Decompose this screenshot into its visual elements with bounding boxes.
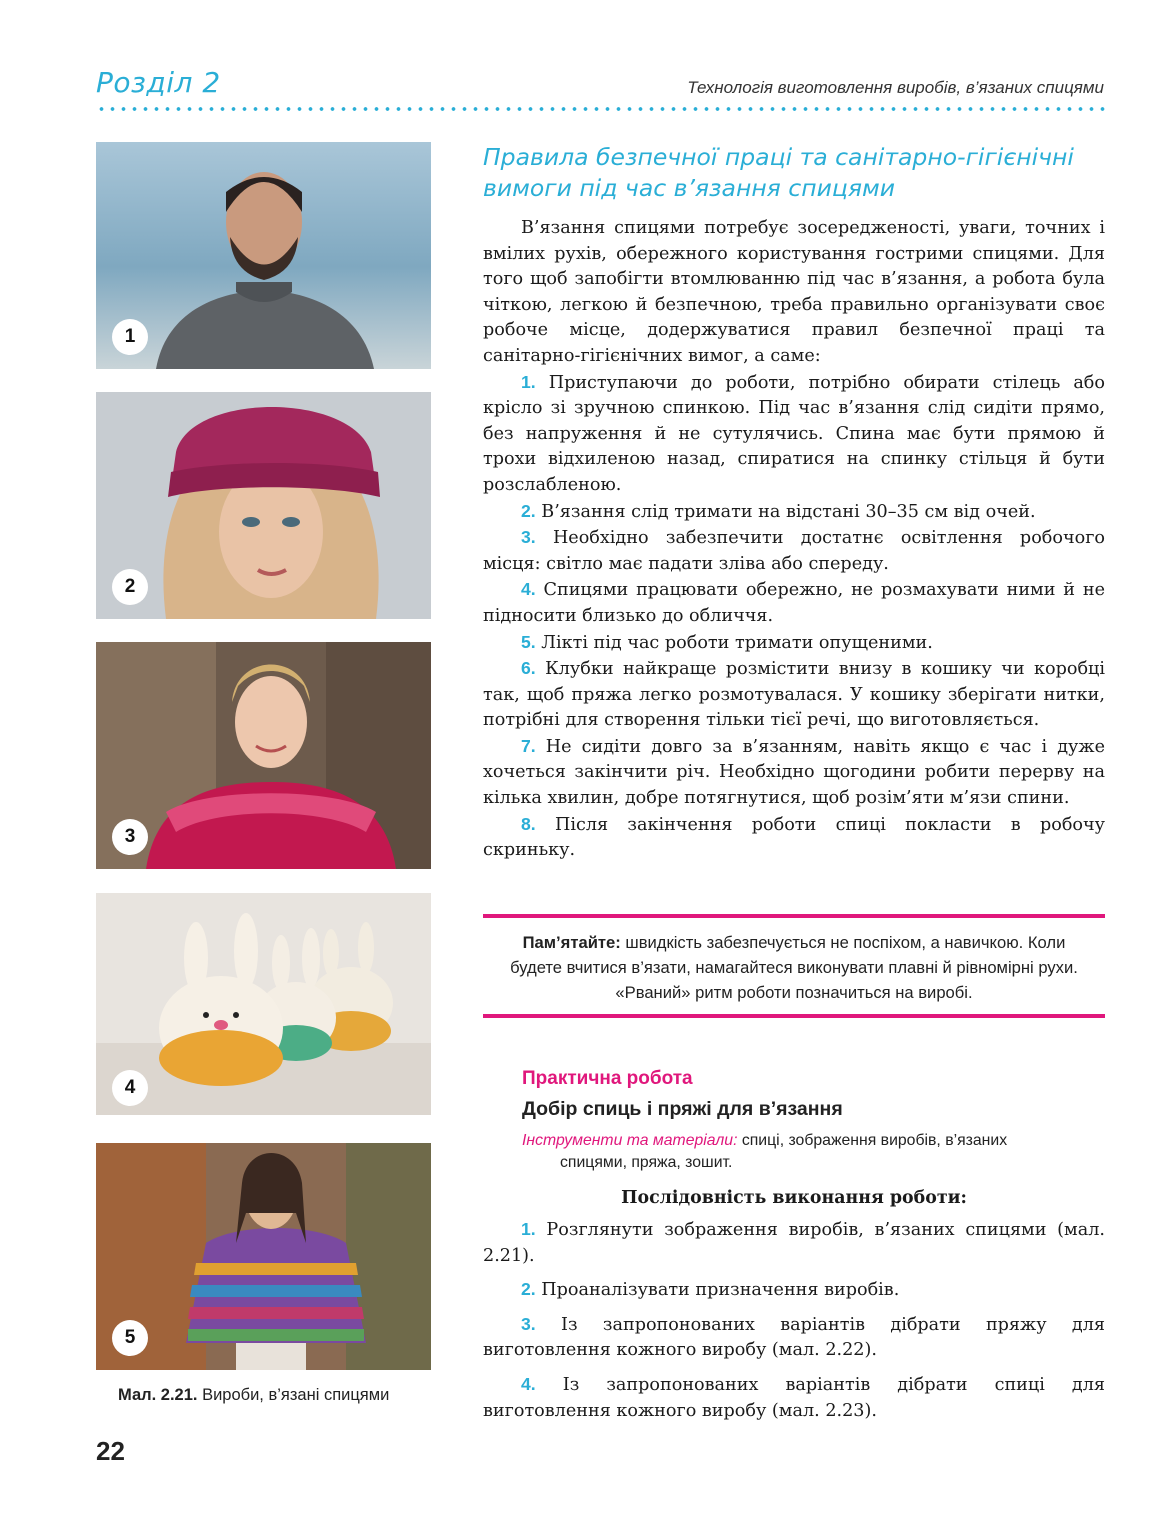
step-item: [483, 1277, 1105, 1304]
tools-line-2: спицями, пряжа, зошит.: [560, 1154, 733, 1171]
rule-text: Необхідно забезпечити достатнє освітлення робочого місця: світло має падати зліва або спереду.: [483, 528, 1105, 574]
figure-photo-1: [96, 142, 431, 369]
sequence-title: Послідовність виконання роботи:: [621, 1188, 967, 1208]
note-text: швидкість забезпечується не поспіхом, а навичкою. Коли будете вчитися в’язати, намагайтеся виконувати плавні й рівномірні рухи. «Рваний» ритм роботи позначиться на виробі.: [510, 933, 1078, 1002]
rule-number: 3.: [521, 527, 536, 548]
rule-text: Після закінчення роботи спиці покласти в робочу скриньку.: [483, 814, 1105, 861]
step-number: 2.: [521, 1279, 536, 1300]
chapter-label: Розділ 2: [96, 66, 221, 99]
rule-item: [483, 499, 1105, 526]
rule-number: 4.: [521, 579, 536, 600]
rule-number: 6.: [521, 658, 536, 679]
running-title: Технологія виготовлення виробів, в’язаних спицями: [687, 78, 1104, 97]
page-number: 22: [96, 1436, 125, 1466]
rule-item: [483, 656, 1105, 734]
rule-item: [483, 630, 1105, 657]
step-number: 4.: [521, 1373, 536, 1394]
rule-number: 1.: [521, 371, 536, 392]
figure-number-badge: 2: [112, 569, 148, 605]
tools-line-1: спиці, зображення виробів, в’язаних: [737, 1132, 1008, 1149]
step-text: Із запропонованих варіантів дібрати спиці для виготовлення кожного виробу (мал. 2.23).: [483, 1374, 1105, 1421]
figure-number-badge: 5: [112, 1320, 148, 1356]
practice-title: Добір спиць і пряжі для в’язання: [522, 1098, 843, 1120]
dotted-divider: [96, 106, 1106, 112]
rule-item: [483, 370, 1105, 499]
figure-photo-4: [96, 893, 431, 1120]
caption-label: Мал. 2.21.: [118, 1386, 198, 1404]
rule-number: 7.: [521, 735, 536, 756]
figure-photo-3: [96, 642, 431, 869]
rule-number: 5.: [521, 631, 536, 652]
section-title: Правила безпечної праці та санітарно-гігієнічні вимоги під час в’язання спицями: [483, 143, 1074, 202]
intro-paragraph: В’язання спицями потребує зосередженості, уваги, точних і вмілих рухів, обережного користування гострими спицями. Для того щоб запобігти втомлюванню під час в’язання, а робота була чіткою, легкою й безпечною, треба правильно організувати своє робоче місце, додержуватися правил безпечної праці та санітарно-гігієнічних вимог, а саме:: [483, 218, 1105, 366]
rule-text: В’язання слід тримати на відстані 30–35 см від очей.: [535, 501, 1036, 522]
step-item: [483, 1312, 1105, 1364]
rule-item: [483, 734, 1105, 812]
rule-text: Лікті під час роботи тримати опущеними.: [535, 632, 933, 653]
rule-text: Приступаючи до роботи, потрібно обирати стілець або крісло зі зручною спинкою. Під час в’язання слід сидіти прямо, без напруження й не сутулячись. Спина має бути прямою й трохи відхиленою назад, спиратися на спинку стільця й бути розслабленою.: [483, 372, 1105, 495]
practice-steps: [483, 1217, 1105, 1432]
rule-item: [483, 812, 1105, 864]
figure-caption: [118, 1386, 389, 1405]
rule-number: 8.: [521, 813, 536, 834]
rule-number: 2.: [521, 500, 536, 521]
note-border-top: [483, 914, 1105, 918]
rule-text: Клубки найкраще розмістити внизу в кошику чи коробці так, щоб пряжа легко розмотувалася. У кошику зберігати нитки, потрібні для створення тільки тієї речі, що виготовляється.: [483, 659, 1105, 731]
note-border-bottom: [483, 1014, 1105, 1018]
rule-item: [483, 577, 1105, 629]
step-text: Розглянути зображення виробів, в’язаних спицями (мал. 2.21).: [483, 1220, 1105, 1266]
section-body: [483, 216, 1105, 864]
figure-number-badge: 1: [112, 319, 148, 355]
rule-text: Не сидіти довго за в’язанням, навіть якщо є час і дуже хочеться закінчити річ. Необхідно щогодини робити перерву на кілька хвилин, добре потягнутися, щоб розім’яти м’язи спини.: [483, 736, 1105, 809]
tools-label: Інструменти та матеріали:: [522, 1132, 738, 1149]
figure-number-badge: 4: [112, 1070, 148, 1106]
reminder-note: [483, 930, 1105, 1005]
step-text: Проаналізувати призначення виробів.: [535, 1280, 900, 1301]
tools-materials: [522, 1130, 1105, 1174]
figure-photo-2: [96, 392, 431, 619]
step-item: [483, 1217, 1105, 1269]
step-number: 1.: [521, 1219, 536, 1239]
step-number: 3.: [521, 1313, 536, 1334]
note-label: Пам’ятайте:: [522, 933, 621, 952]
caption-text: Вироби, в’язані спицями: [197, 1386, 390, 1404]
figure-number-badge: 3: [112, 819, 148, 855]
rule-item: [483, 525, 1105, 577]
rule-text: Спицями працювати обережно, не розмахувати ними й не підносити близько до обличчя.: [483, 580, 1105, 626]
figure-photo-5: [96, 1143, 431, 1370]
practice-label: Практична робота: [522, 1068, 693, 1089]
step-item: [483, 1372, 1105, 1424]
step-text: Із запропонованих варіантів дібрати пряжу для виготовлення кожного виробу (мал. 2.22).: [483, 1314, 1105, 1361]
